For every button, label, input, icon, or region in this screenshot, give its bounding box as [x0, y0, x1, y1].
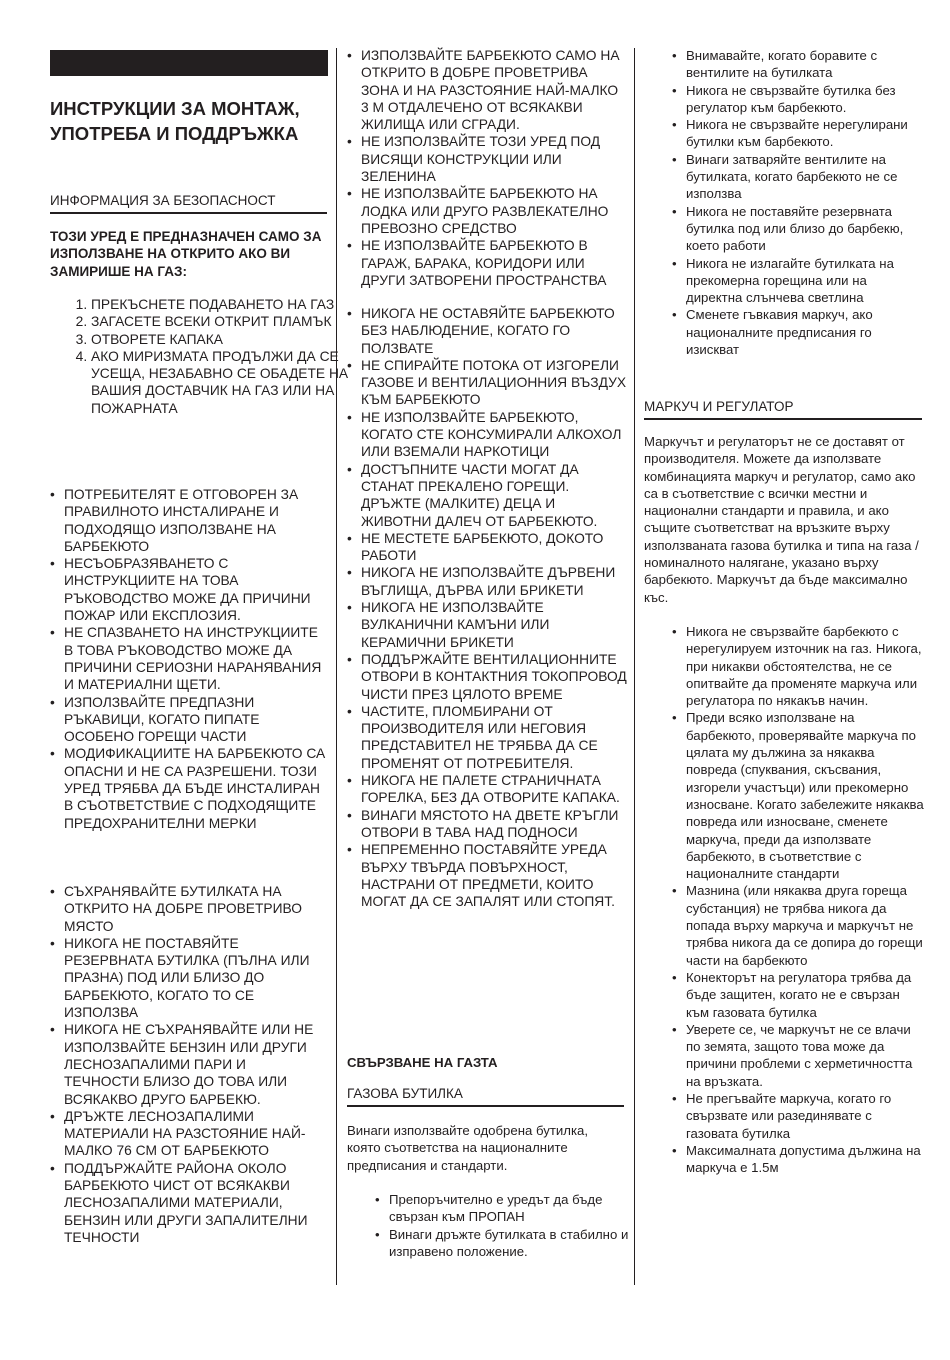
list-item: 2. ЗАГАСЕТЕ ВСЕКИ ОТКРИТ ПЛАМЪК [91, 313, 368, 330]
list-item: • Никога не поставяйте резервната бутилка под или близо до барбекю, което работи [672, 203, 924, 255]
list-item: • ПОТРЕБИТЕЛЯТ Е ОТГОВОРЕН ЗА ПРАВИЛНОТО ИНСТАЛИРАНЕ И ПОДХОДЯЩО ИЗПОЛЗВАНЕ НА БАРБЕКЮТО [50, 486, 330, 555]
gas-cylinder-list [375, 1191, 629, 1260]
column-divider-1 [336, 48, 337, 1285]
safety-list-b [50, 883, 325, 1246]
list-item: • СЪХРАНЯВАЙТЕ БУТИЛКАТА НА ОТКРИТО НА ДОБРЕ ПРОВЕТРИВО МЯСТО [50, 883, 325, 935]
list-item: • Никога не свързвайте бутилка без регулатор към барбекюто. [672, 82, 924, 117]
list-item: 4. АКО МИРИЗМАТА ПРОДЪЛЖИ ДА СЕ УСЕЩА, НЕЗАБАВНО СЕ ОБАДЕТЕ НА ВАШИЯ ДОСТАВЧИК НА ГАЗ ИЛИ НА ПОЖАРНАТА [91, 348, 368, 417]
gas-steps-list [50, 296, 368, 417]
header-bar [50, 50, 328, 76]
gas-cylinder-heading: ГАЗОВА БУТИЛКА [347, 1085, 624, 1107]
list-item: • Винаги затваряйте вентилите на бутилката, когато барбекюто не се използва [672, 151, 924, 203]
list-item: • ДРЪЖТЕ ЛЕСНОЗАПАЛИМИ МАТЕРИАЛИ НА РАЗСТОЯНИЕ НАЙ-МАЛКО 76 СМ ОТ БАРБЕКЮТО [50, 1108, 325, 1160]
list-item: • Мазнина (или някаква друга гореща субстанция) не трябва никога да попада върху маркуча и маркучът не трябва никога да се допира до горещи части на барбекюто [672, 882, 926, 968]
list-item: • НЕСЪОБРАЗЯВАНЕТО С ИНСТРУКЦИИТЕ НА ТОВА РЪКОВОДСТВО МОЖЕ ДА ПРИЧИНИ ПОЖАР ИЛИ ЕКСПЛОЗИЯ. [50, 555, 330, 624]
hose-list [672, 623, 926, 1177]
title-line-2: УПОТРЕБА И ПОДДРЪЖКА [50, 123, 299, 144]
list-item: • МОДИФИКАЦИИТЕ НА БАРБЕКЮТО СА ОПАСНИ И НЕ СА РАЗРЕШЕНИ. ТОЗИ УРЕД ТРЯБВА ДА БЪДЕ ИНСТАЛИРАН В СЪОТВЕТСТВИЕ С ПОДХОДЯЩИТЕ ПРЕДОХРАНИТЕЛНИ МЕРКИ [50, 745, 330, 831]
list-item: • НЕ МЕСТЕТЕ БАРБЕКЮТО, ДОКОТО РАБОТИ [347, 530, 629, 565]
list-item: • ВИНАГИ МЯСТОТО НА ДВЕТЕ КРЪГЛИ ОТВОРИ В ТАВА НАД ПОДНОСИ [347, 807, 629, 842]
list-item: • НЕ ИЗПОЛЗВАЙТЕ БАРБЕКЮТО, КОГАТО СТЕ КОНСУМИРАЛИ АЛКОХОЛ ИЛИ ВЗЕМАЛИ НАРКОТИЦИ [347, 409, 629, 461]
gas-warning: ТОЗИ УРЕД Е ПРЕДНАЗНАЧЕН САМО ЗА ИЗПОЛЗВАНЕ НА ОТКРИТО АКО ВИ ЗАМИРИШЕ НА ГАЗ: [50, 229, 322, 279]
list-item: • НЕ СПАЗВАНЕТО НА ИНСТРУКЦИИТЕ В ТОВА РЪКОВОДСТВО МОЖЕ ДА ПРИЧИНИ СЕРИОЗНИ НАРАНЯВАНИЯ И МАТЕРИАЛНИ ЩЕТИ. [50, 624, 330, 693]
list-item: • НИКОГА НЕ ИЗПОЛЗВАЙТЕ ДЪРВЕНИ ВЪГЛИЩА, ДЪРВА ИЛИ БРИКЕТИ [347, 564, 629, 599]
title-line-1: ИНСТРУКЦИИ ЗА МОНТАЖ, [50, 98, 300, 119]
list-item: • Конекторът на регулатора трябва да бъде защитен, когато не е свързан към газовата бутилка [672, 969, 926, 1021]
list-item: • НЕПРЕМЕННО ПОСТАВЯЙТЕ УРЕДА ВЪРХУ ТВЪРДА ПОВЪРХНОСТ, НАСТРАНИ ОТ ПРЕДМЕТИ, КОИТО МОГАТ ДА СЕ ЗАПАЛЯТ ИЛИ СТОПЯТ. [347, 841, 629, 910]
list-item: • НИКОГА НЕ ПАЛЕТЕ СТРАНИЧНАТА ГОРЕЛКА, БЕЗ ДА ОТВОРИТЕ КАПАКА. [347, 772, 629, 807]
list-item: • ПОДДЪРЖАЙТЕ РАЙОНА ОКОЛО БАРБЕКЮТО ЧИСТ ОТ ВСЯКАКВИ ЛЕСНОЗАПАЛИМИ МАТЕРИАЛИ, БЕНЗИН ИЛИ ДРУГИ ЗАПАЛИТЕЛНИ ТЕЧНОСТИ [50, 1160, 325, 1246]
list-item: • НИКОГА НЕ ИЗПОЛЗВАЙТЕ ВУЛКАНИЧНИ КАМЪНИ ИЛИ КЕРАМИЧНИ БРИКЕТИ [347, 599, 629, 651]
list-item: • Никога не свързвайте барбекюто с нерегулируем източник на газ. Никога, при никакви обстоятелства, не се опитвайте да променяте маркуча или регулатора по някакъв начин. [672, 623, 926, 709]
column-divider-2 [634, 48, 635, 1285]
list-item: • ИЗПОЛЗВАЙТЕ ПРЕДПАЗНИ РЪКАВИЦИ, КОГАТО ПИПАТЕ ОСОБЕНО ГОРЕЩИ ЧАСТИ [50, 694, 330, 746]
list-item: • Никога не свързвайте нерегулирани бутилки към барбекюто. [672, 116, 924, 151]
list-item: • ПОДДЪРЖАЙТЕ ВЕНТИЛАЦИОННИТЕ ОТВОРИ В КОНТАКТНИЯ ТОКОПРОВОД ЧИСТИ ПРЕЗ ЦЯЛОТО ВРЕМЕ [347, 651, 629, 703]
list-item: 1. ПРЕКЪСНЕТЕ ПОДАВАНЕТО НА ГАЗ [91, 296, 368, 313]
list-item: • Уверете се, че маркучът не се влачи по земята, защото това може да причини проблеми с херметичността на връзката. [672, 1021, 926, 1090]
list-item: • Никога не излагайте бутилката на прекомерна горещина или на директна слънчева светлина [672, 255, 924, 307]
list-item: • НЕ ИЗПОЛЗВАЙТЕ БАРБЕКЮТО НА ЛОДКА ИЛИ ДРУГО РАЗВЛЕКАТЕЛНО ПРЕВОЗНО СРЕДСТВО [347, 185, 629, 237]
list-item: • Преди всяко използване на барбекюто, проверявайте маркуча по цялата му дължина за някаква повреда (спуквания, скъсвания, изгорели участъци) или прекомерно износване. Когато забележите някаква повреда или износване, сменете маркуча, преди да използвате барбекюто, в съответствие с националните стандарти [672, 709, 926, 882]
hose-text: Маркучът и регулаторът не се доставят от производителя. Можете да използвате комбинацията маркуч и регулатор, само ако са в съответствие с всички местни и национални стандарти и правила, и ако същите съответстват на връзките върху използваната газова бутилка и типа на газа /номиналното налягане, указано върху барбекюто. Маркучът да бъде максимално къс. [644, 434, 919, 605]
list-item: • Внимавайте, когато боравите с вентилите на бутилката [672, 47, 924, 82]
list-item: • НИКОГА НЕ СЪХРАНЯВАЙТЕ ИЛИ НЕ ИЗПОЛЗВАЙТЕ БЕНЗИН ИЛИ ДРУГИ ЛЕСНОЗАПАЛИМИ ПАРИ И ТЕЧНОСТИ БЛИЗО ДО ТОВА ИЛИ ВСЯКАКВО ДРУГО БАРБЕКЮ. [50, 1021, 325, 1107]
list-item: • Не прегъвайте маркуча, когато го свързвате или разединявате с газовата бутилка [672, 1090, 926, 1142]
list-item: • ДОСТЪПНИТЕ ЧАСТИ МОГАТ ДА СТАНАТ ПРЕКАЛЕНО ГОРЕЩИ. ДРЪЖТЕ (МАЛКИТЕ) ДЕЦА И ЖИВОТНИ ДАЛЕЧ ОТ БАРБЕКЮТО. [347, 461, 629, 530]
list-item: • НИКОГА НЕ ПОСТАВЯЙТЕ РЕЗЕРВНАТА БУТИЛКА (ПЪЛНА ИЛИ ПРАЗНА) ПОД ИЛИ БЛИЗО ДО БАРБЕКЮТО, КОГАТО ТО СЕ ИЗПОЛЗВА [50, 935, 325, 1021]
usage-list-a [347, 47, 629, 289]
list-item: • ЧАСТИТЕ, ПЛОМБИРАНИ ОТ ПРОИЗВОДИТЕЛЯ ИЛИ НЕГОВИЯ ПРЕДСТАВИТЕЛ НЕ ТРЯБВА ДА СЕ ПРОМЕНЯТ ОТ ПОТРЕБИТЕЛЯ. [347, 703, 629, 772]
gas-cylinder-text: Винаги използвайте одобрена бутилка, която съответства на националните предписания и стандарти. [347, 1123, 588, 1173]
list-item: • НЕ ИЗПОЛЗВАЙТЕ ТОЗИ УРЕД ПОД ВИСЯЩИ КОНСТРУКЦИИ ИЛИ ЗЕЛЕНИНА [347, 133, 629, 185]
page-title [50, 96, 330, 146]
gas-connection-heading: СВЪРЗВАНЕ НА ГАЗТА [347, 1055, 498, 1070]
safety-list-a [50, 486, 330, 832]
list-item: • ИЗПОЛЗВАЙТЕ БАРБЕКЮТО САМО НА ОТКРИТО В ДОБРЕ ПРОВЕТРИВА ЗОНА И НА РАЗСТОЯНИЕ НАЙ-МАЛКО 3 М ОТДАЛЕЧЕНО ОТ ВСЯКАКВИ ЖИЛИЩА ИЛИ СГРАДИ. [347, 47, 629, 133]
list-item: • Максималната допустима дължина на маркуча е 1.5м [672, 1142, 926, 1177]
safety-heading: ИНФОРМАЦИЯ ЗА БЕЗОПАСНОСТ [50, 192, 327, 214]
list-item: • Винаги дръжте бутилката в стабилно и изправено положение. [375, 1226, 629, 1261]
cylinder-care-list [672, 47, 924, 358]
usage-list-b [347, 305, 629, 910]
list-item: 3. ОТВОРЕТЕ КАПАКА [91, 331, 368, 348]
list-item: • НЕ СПИРАЙТЕ ПОТОКА ОТ ИЗГОРЕЛИ ГАЗОВЕ И ВЕНТИЛАЦИОННИЯ ВЪЗДУХ КЪМ БАРБЕКЮТО [347, 357, 629, 409]
list-item: • НЕ ИЗПОЛЗВАЙТЕ БАРБЕКЮТО В ГАРАЖ, БАРАКА, КОРИДОРИ ИЛИ ДРУГИ ЗАТВОРЕНИ ПРОСТРАНСТВА [347, 237, 629, 289]
list-item: • НИКОГА НЕ ОСТАВЯЙТЕ БАРБЕКЮТО БЕЗ НАБЛЮДЕНИЕ, КОГАТО ГО ПОЛЗВАТЕ [347, 305, 629, 357]
list-item: • Сменете гъвкавия маркуч, ако националните предписания го изискват [672, 306, 924, 358]
hose-heading: МАРКУЧ И РЕГУЛАТОР [644, 398, 922, 420]
list-item: • Препоръчително е уредът да бъде свързан към ПРОПАН [375, 1191, 629, 1226]
